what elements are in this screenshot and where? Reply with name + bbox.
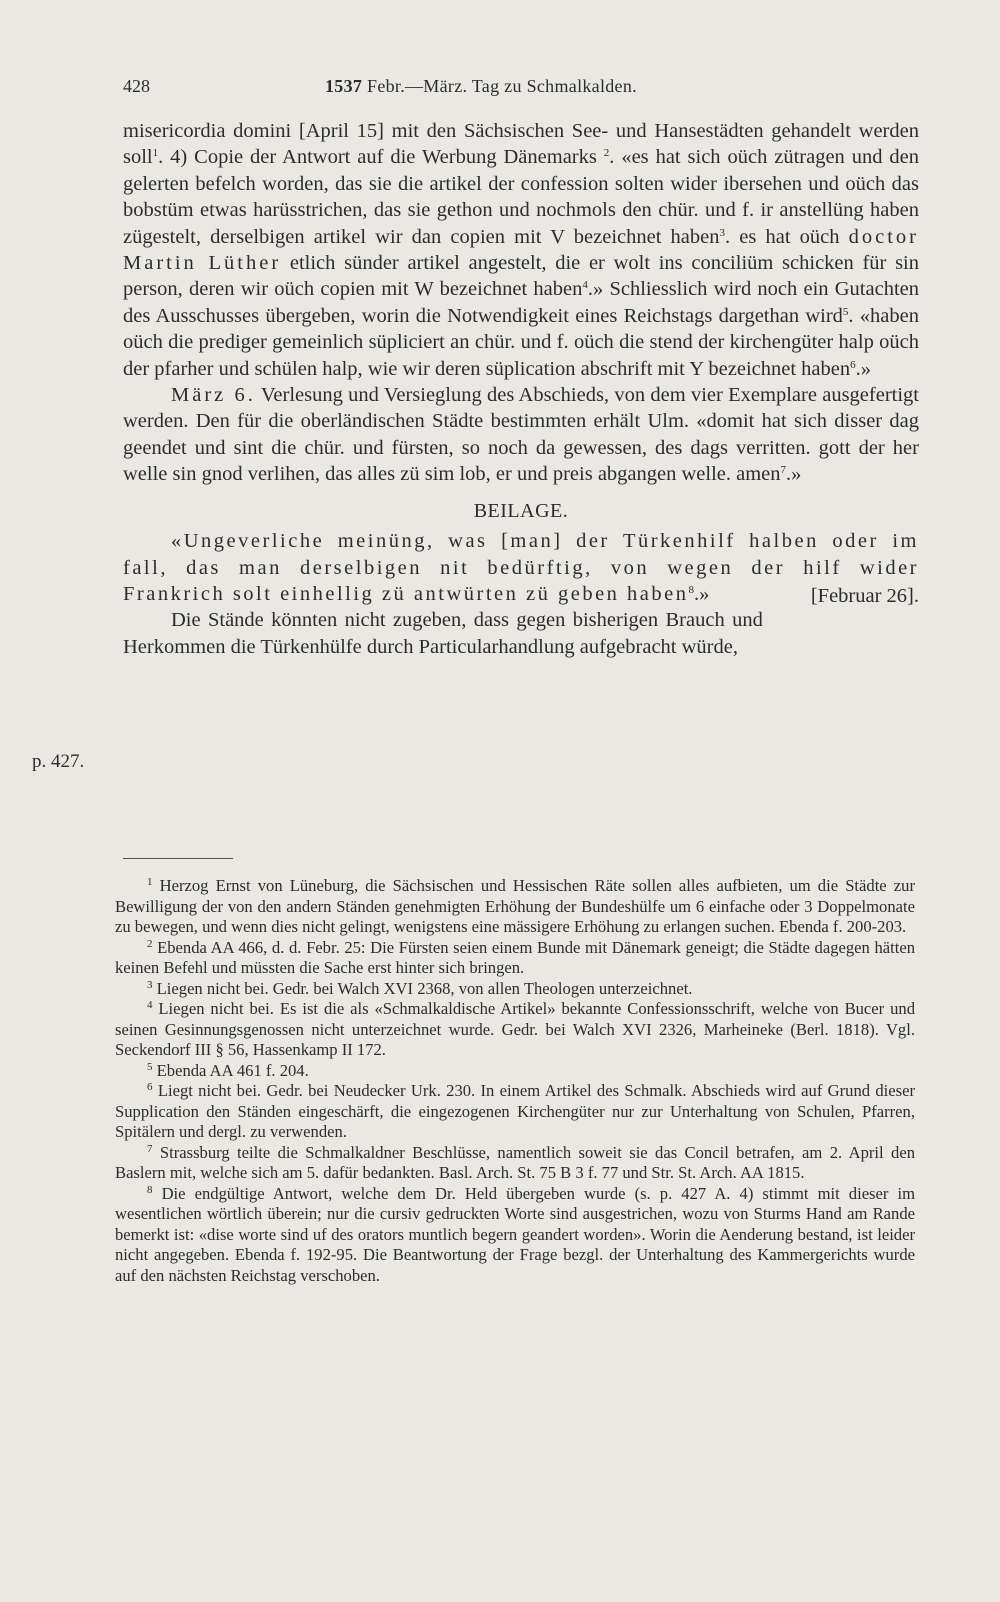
text-run: etlich sünder artikel angestelt, die er wolt ins conciliüm schicken für sin person, deren wir oüch copien mit W bezeichnet haben (123, 252, 919, 301)
header-title-text: Febr.—März. Tag zu Schmalkalden. (362, 76, 637, 96)
paragraph-2 (123, 382, 919, 488)
footnote-number: 1 (147, 876, 153, 888)
footnote-ref: 6 (850, 358, 856, 371)
footnote (115, 876, 915, 938)
footnote-number: 2 (147, 937, 153, 950)
footnote-ref: 5 (842, 305, 849, 318)
beilage-date: [Februar 26]. (810, 584, 919, 607)
footnote (115, 1081, 915, 1143)
footnote (115, 1143, 915, 1184)
footnote-ref: 3 (719, 226, 726, 239)
footnote-text: Liegt nicht bei. Gedr. bei Neudecker Urk. 230. In einem Artikel des Schmalk. Abschieds wird auf Grund dieser Supplication den Ständen eingeschärft, die eingezogenen Kirchengüter nur zur Unterhaltung von Schulen, Pfarren, Spitälern und dergl. zu verwenden. (115, 1081, 915, 1141)
footnote-text: Liegen nicht bei. Gedr. bei Walch XVI 2368, von allen Theologen unterzeichnet. (156, 978, 693, 998)
footnote-ref: 8 (688, 583, 694, 596)
footnote-number: 8 (147, 1183, 153, 1196)
margin-page-reference: p. 427. (32, 751, 85, 772)
text-run: Verlesung und Versieglung des Abschieds, von dem vier Exemplare ausgefertigt werden. Den für die oberländischen Städte bestimmten erhält Ulm. «domit hat sich disser dag geendet und sint die chür. und fürsten, so noch da gewessen, des dags verritten. gott der her welle sin gnod verlihen, das alles zü sim lob, er und preis abgangen welle. amen (123, 384, 919, 486)
footnote-number: 5 (147, 1060, 153, 1073)
footnote (115, 999, 915, 1061)
footnote-number: 4 (147, 999, 153, 1011)
text-run: misericordia domini [April 15] mit den Sächsischen See- und Hansestädten gehandelt werden soll (123, 120, 919, 169)
text-run: . 4) Copie der Antwort auf die Werbung Dänemarks (158, 146, 604, 169)
text-run: .» (786, 463, 802, 486)
footnote-ref: 1 (152, 147, 159, 160)
text-run: . es hat oüch (725, 225, 849, 248)
footnote-number: 7 (147, 1142, 153, 1155)
text-run: . «es hat sich oüch zütragen und den gelerten befelch worden, das sie die artikel der confession solten wider ibersehen und oüch das bobstüm etwas harüsstrichen, das sie gethon und nochmols den chür. und f. ir anstellüng haben zügestelt, derselbigen artikel wir dan copien mit V bezeichnet haben (123, 146, 919, 248)
main-text (123, 118, 919, 660)
footnote-text: Ebenda AA 466, d. d. Febr. 25: Die Fürsten seien einem Bunde mit Dänemark geneigt; die Städte dagegen hätten keinen Befehl und müssten die Sache erst hinter sich bringen. (115, 937, 915, 977)
text-run: .» (855, 357, 871, 380)
footnote-text: Die endgültige Antwort, welche dem Dr. Held übergeben wurde (s. p. 427 A. 4) stimmt mit dieser im wesentlichen wörtlich überein; nur die cursiv gedruckten Worte sind ausgestrichen, wozu von Sturms Hand am Rande bemerkt ist: «dise worte sind uf des orators muntlich begern geandert worden». Worin die Aenderung bestand, ist leider nicht angegeben. Ebenda f. 192-95. Die Beantwortung der Frage bezgl. der Unterhaltung des Kammergerichts wurde auf den nächsten Reichstag verschoben. (115, 1183, 915, 1285)
footnote-text: Ebenda AA 461 f. 204. (156, 1060, 309, 1080)
beilage-heading: BEILAGE. (473, 499, 569, 522)
paragraph-1 (123, 118, 919, 382)
running-header (123, 76, 919, 102)
text-run: .» (694, 582, 710, 605)
beilage-text (123, 528, 919, 607)
spaced-name: doctor Martin Lüther (123, 225, 919, 275)
footnote (115, 938, 915, 979)
footnote-ref: 4 (582, 279, 588, 292)
spaced-date: März 6. (171, 384, 256, 407)
text-run: .» Schliesslich wird noch ein Gutachten des Ausschusses übergeben, worin die Notwendigkeit eines Reichstags dargethan wird (123, 278, 919, 327)
footnote-text: Strassburg teilte die Schmalkaldner Beschlüsse, namentlich soweit sie das Concil betrafen, am 2. April den Baslern mit, welche sich am 5. dafür bedankten. Basl. Arch. St. 75 B 3 f. 77 und Str. St. Arch. AA 1815. (115, 1142, 915, 1182)
spaced-beilage-text: «Ungeverliche meinüng, was [man] der Türkenhilf halben oder im fall, das man derselbigen nit bedürftig, von wegen der hilf wider Frankrich solt einhellig zü antwürten zü geben haben (123, 530, 919, 605)
footnotes (115, 876, 915, 1286)
page-number: 428 (123, 76, 150, 96)
footnote-number: 6 (147, 1081, 153, 1093)
footnote (115, 1061, 915, 1082)
footnote-number: 3 (147, 978, 153, 991)
footnote-text: Liegen nicht bei. Es ist die als «Schmalkaldische Artikel» bekannte Confessionsschrift, welche von Bucer und seinen Gesinnungsgenossen nicht unterzeichnet wurde. Gedr. bei Walch XVI 2326, Marheineke (Berl. 1818). Vgl. Seckendorf III § 56, Hassenkamp II 172. (115, 999, 915, 1059)
running-title (325, 76, 637, 97)
footnote (115, 1184, 915, 1287)
footnote-divider (123, 858, 233, 859)
footnote-text: Herzog Ernst von Lüneburg, die Sächsischen und Hessischen Räte sollen alles aufbieten, um die Städte zur Bewilligung der von den andern Ständen genehmigten Erhöhung der Bundeshülfe um 6 einfache oder 3 Doppelmonate zu bewegen, und wenn dies nicht gelingt, wenigstens eine mässigere Erhöhung zu erlangen suchen. Ebenda f. 200-203. (115, 876, 915, 936)
header-year: 1537 (325, 76, 363, 96)
footnote-ref: 2 (603, 147, 610, 160)
paragraph-3: Die Stände könnten nicht zugeben, dass gegen bisherigen Brauch und Herkommen die Türkenhülfe durch Particularhandlung aufgebracht würde, (123, 609, 763, 658)
text-run: . «haben oüch die prediger gemeinlich süpliciert an chür. und f. oüch die stend der kirchengüter halp oüch der pfarher und schülen halp, wie wir deren süplication abschrift mit Y bezeichnet haben (123, 304, 919, 380)
footnote (115, 979, 915, 1000)
footnote-ref: 7 (780, 464, 787, 477)
